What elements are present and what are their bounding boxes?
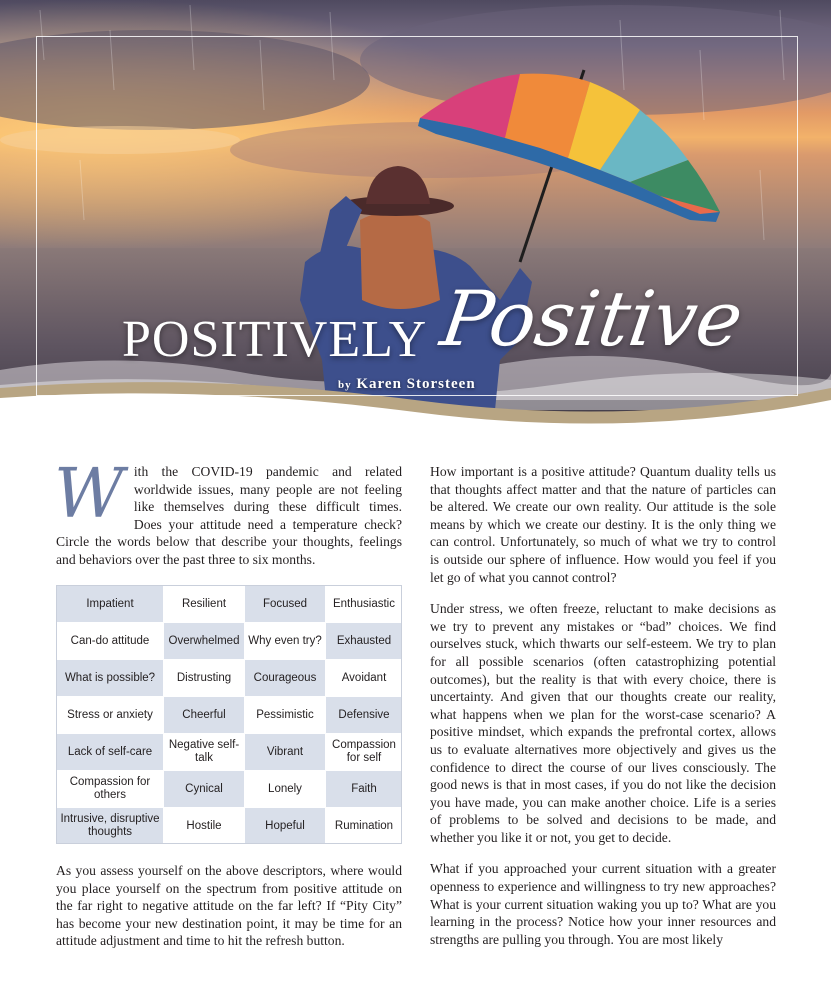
table-cell[interactable]: Compassion for others [57,771,164,808]
table-row [57,697,403,734]
table-cell[interactable]: Distrusting [164,660,245,697]
table-cell[interactable]: Cynical [164,771,245,808]
byline [338,376,476,393]
table-cell[interactable]: Stress or anxiety [57,697,164,734]
table-cell[interactable]: Hopeful [245,808,326,845]
article-title [122,274,762,372]
table-row [57,808,403,845]
intro-text: ith the COVID-19 pandemic and related worldwide issues, many people are not feeling like themselves during these difficult times. Does your attitude need a temperature check? Circle the words below that describe your thoughts, feelings and behaviors over the past three to six months. [56,464,402,567]
table-cell[interactable]: Can-do attitude [57,623,164,660]
table-cell[interactable]: Exhausted [326,623,403,660]
table-row [57,623,403,660]
table-cell[interactable]: Hostile [164,808,245,845]
byline-author: Karen Storsteen [356,376,476,392]
table-row [57,660,403,697]
table-cell[interactable]: Intrusive, disruptive thoughts [57,808,164,845]
table-cell[interactable]: Focused [245,586,326,623]
right-paragraph-2: Under stress, we often freeze, reluctant to make decisions as we try to prevent any mistakes or “bad” choices. We find ourselves stuck, which thwarts our self-esteem. We try to plan for all possible scenarios (often catastrophizing potential outcomes), but the reality is that with every choice, there is uncertainty. And given that our thoughts create our reality, what happens when we plan for the worst-case scenario? A positive mindset, which expands the prefrontal cortex, allows us to evaluate alternatives more objectively and gives us the confidence to direct the course of our lives consciously. The good news is that in most cases, if you do not like the decision you have made, you can make another choice. Life is a series of problems to be solved and decisions to be made, and whether you like it or not, you get to decide. [430,601,776,845]
table-cell[interactable]: Lonely [245,771,326,808]
table-row [57,771,403,808]
table-cell[interactable]: Courageous [245,660,326,697]
table-cell[interactable]: Rumination [326,808,403,845]
table-cell[interactable]: Avoidant [326,660,403,697]
title-caps: POSITIVELY [122,311,428,368]
table-cell[interactable]: Faith [326,771,403,808]
table-cell[interactable]: Impatient [57,586,164,623]
table-cell[interactable]: Why even try? [245,623,326,660]
drop-cap: W [54,455,124,534]
table-row [57,734,403,771]
table-row [57,586,403,623]
table-cell[interactable]: Overwhelmed [164,623,245,660]
table-cell[interactable]: Negative self-talk [164,734,245,771]
table-cell[interactable]: Vibrant [245,734,326,771]
hero-banner [0,0,831,440]
right-paragraph-1: How important is a positive attitude? Quantum duality tells us that thoughts affect matter and that the nature of particles can be altered. We create our own reality. Our attitude is the sole means by which we create our destiny. It is the only thing we can control. Unfortunately, so much of what we try to control is outside our sphere of influence. How would you feel if you let go of what you cannot control? [430,464,776,585]
intro-paragraph [54,455,402,583]
table-cell[interactable]: Pessimistic [245,697,326,734]
table-cell[interactable]: What is possible? [57,660,164,697]
byline-by: by [338,379,352,391]
right-paragraph-3: What if you approached your current situation with a greater openness to experience and willingness to try new approaches? What is your current situation waking you up to? What are you learning in the process? Notice how your inner resources and strengths are pulling you through. You are most likely [430,861,776,947]
title-script: Positive [435,274,749,363]
table-cell[interactable]: Resilient [164,586,245,623]
table-cell[interactable]: Cheerful [164,697,245,734]
table-cell[interactable]: Defensive [326,697,403,734]
table-cell[interactable]: Compassion for self [326,734,403,771]
table-cell[interactable]: Enthusiastic [326,586,403,623]
table-cell[interactable]: Lack of self-care [57,734,164,771]
left-paragraph-after-table: As you assess yourself on the above descriptors, where would you place yourself on the spectrum from positive attitude on the far right to negative attitude on the far left? If “Pity City” has become your new destination point, it may be time for an attitude adjustment and time to hit the refresh button. [56,863,402,949]
right-column [430,463,776,962]
descriptor-table [56,585,403,845]
